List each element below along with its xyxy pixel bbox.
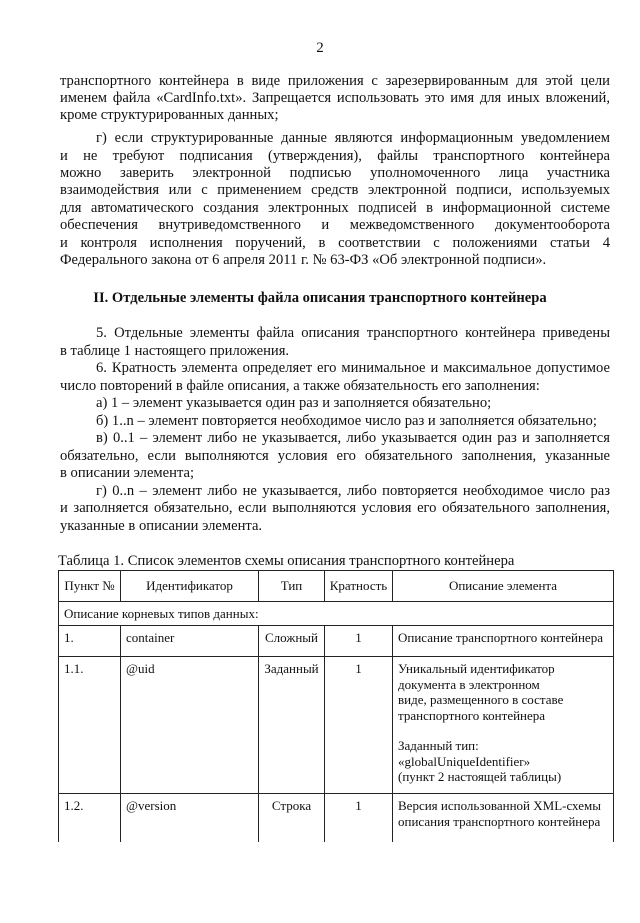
desc-line: документа в электронном — [398, 676, 540, 692]
cell-type: Сложный — [259, 626, 325, 657]
cell-desc — [393, 626, 614, 657]
cell-num: 1. — [59, 626, 121, 657]
text-line: для автоматического создания электронных подписей в информационной системе — [60, 200, 610, 216]
desc-line: Уникальный идентификатор — [398, 661, 555, 676]
text-line: Федерального закона от 6 апреля 2011 г. № 63-ФЗ «Об электронной подписи». — [60, 252, 547, 268]
list-item: в) 0..1 – элемент либо не указывается, либо указывается один раз и заполняется — [96, 430, 610, 446]
section-label: Описание корневых типов данных: — [59, 601, 614, 626]
table-row — [59, 626, 614, 657]
desc-line: Заданный тип: — [398, 738, 479, 753]
cell-type: Строка — [259, 794, 325, 843]
desc-gap — [398, 723, 608, 738]
cell-num: 1.1. — [59, 657, 121, 794]
text-line: в таблице 1 настоящего приложения. — [60, 343, 290, 359]
page-number: 2 — [316, 40, 324, 56]
text-line: 5. Отдельные элементы файла описания транспортного контейнера приведены — [96, 325, 610, 341]
cell-desc — [393, 794, 614, 843]
text-line: можно заверить электронной подписью уполномоченного лица участника — [60, 165, 610, 181]
header-cell: Описание элемента — [393, 571, 614, 602]
table-row — [59, 657, 614, 794]
header-cell: Идентификатор — [121, 571, 259, 602]
text-line: и заполняется обязательно, если выполняются условия его обязательного заполнения, — [60, 500, 610, 516]
cell-type: Заданный — [259, 657, 325, 794]
cell-mult: 1 — [325, 626, 393, 657]
desc-line: Версия использованной XML-схемы — [398, 798, 601, 813]
text-line: обязательно, если выполняются условия его обязательного заполнения, указанные — [60, 448, 610, 464]
elements-table — [58, 570, 614, 842]
text-line: кроме структурированных данных; — [60, 107, 279, 123]
cell-num: 1.2. — [59, 794, 121, 843]
list-item: б) 1..n – элемент повторяется необходимое число раз и заполняется обязательно; — [96, 413, 597, 429]
text-line: взаимодействия или с применением средств электронной подписи, используемых — [60, 182, 610, 198]
section-heading: II. Отдельные элементы файла описания транспортного контейнера — [93, 290, 547, 306]
desc-line: транспортного контейнера — [398, 707, 546, 723]
table-caption: Таблица 1. Список элементов схемы описания транспортного контейнера — [58, 553, 515, 569]
table-row — [59, 794, 614, 843]
header-cell: Кратность — [325, 571, 393, 602]
text-line: обеспечения внутриведомственного и межведомственного документооборота — [60, 217, 610, 233]
desc-line: «globalUniqueIdentifier» — [398, 753, 531, 769]
text-line: транспортного контейнера в виде приложения с зарезервированным для этой цели — [60, 73, 610, 89]
cell-desc — [393, 657, 614, 794]
list-item: а) 1 – элемент указывается один раз и заполняется обязательно; — [96, 395, 492, 411]
cell-id: @version — [121, 794, 259, 843]
desc-line: (пункт 2 настоящей таблицы) — [398, 769, 562, 784]
text-line: число повторений в файле описания, а также обязательность его заполнения: — [60, 378, 540, 394]
text-line: г) если структурированные данные являются информационным уведомлением — [96, 130, 610, 146]
cell-mult: 1 — [325, 794, 393, 843]
text-line: указанные в описании элемента. — [60, 518, 263, 534]
text-line: и контроля исполнения поручений, в соответствии с положениями статьи 4 — [60, 235, 610, 251]
header-cell: Пункт № — [59, 571, 121, 602]
header-cell: Тип — [259, 571, 325, 602]
desc-line: описания транспортного контейнера — [398, 813, 601, 829]
text-line: именем файла «CardInfo.txt». Запрещается использовать это имя для иных вложений, — [60, 90, 610, 106]
desc-line: Описание транспортного контейнера — [398, 630, 603, 645]
cell-id: container — [121, 626, 259, 657]
text-line: в описании элемента; — [60, 465, 195, 481]
cell-id: @uid — [121, 657, 259, 794]
list-item: г) 0..n – элемент либо не указывается, либо повторяется необходимое число раз — [96, 483, 610, 499]
text-line: 6. Кратность элемента определяет его минимальное и максимальное допустимое — [96, 360, 610, 376]
text-line: и не требуют подписания (утверждения), файлы транспортного контейнера — [60, 148, 610, 164]
table-section-row — [59, 601, 614, 626]
cell-mult: 1 — [325, 657, 393, 794]
table-header-row — [59, 571, 614, 602]
desc-line: виде, размещенного в составе — [398, 692, 564, 707]
